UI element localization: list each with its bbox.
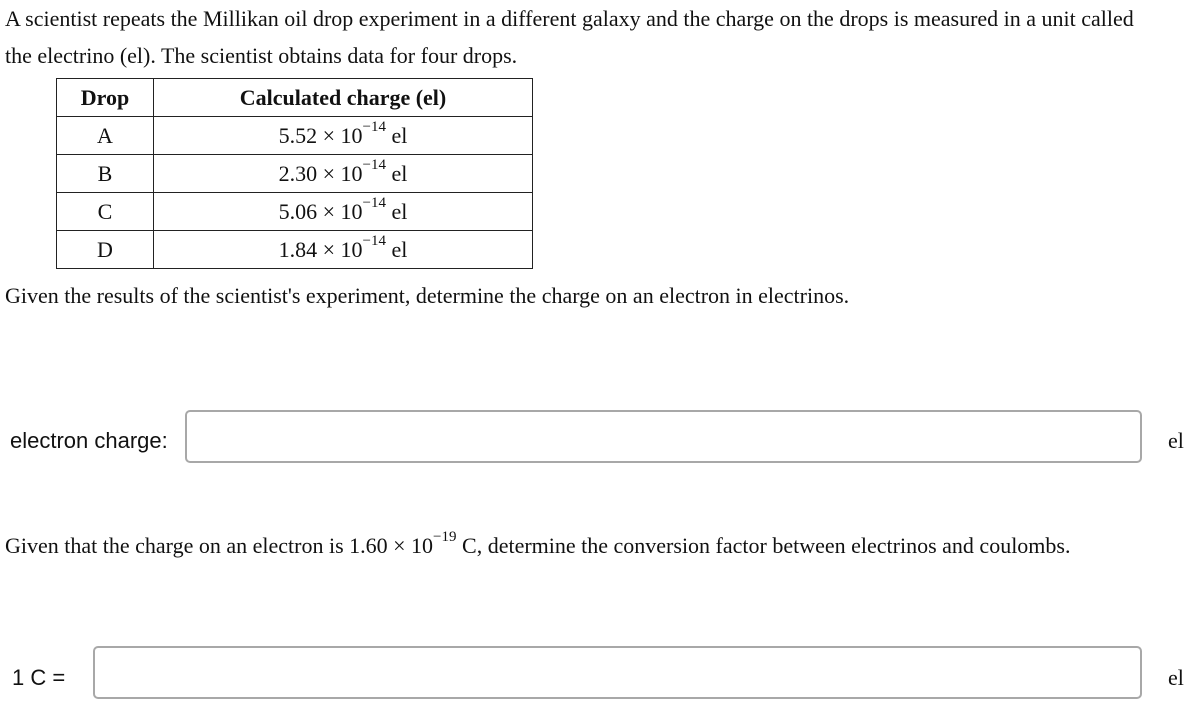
header-calculated-charge: Calculated charge (el) <box>154 79 533 117</box>
table-row <box>57 117 533 155</box>
problem-intro <box>5 0 1197 74</box>
charge-value: $2.30 \times 10^{-14}$ el <box>154 155 533 193</box>
coulomb-conversion-label: 1 C = <box>12 665 66 690</box>
drop-label: C <box>57 193 154 231</box>
question-2-prompt: Given that the charge on an electron is $1.60 \times 10^{-19}$ C, determine the conversion factor between electrinos and coulombs. <box>5 529 1071 558</box>
electron-charge-input[interactable] <box>185 410 1142 463</box>
drop-data-table <box>56 78 533 269</box>
electron-charge-label: electron charge: <box>10 428 168 453</box>
charge-value: $1.84 \times 10^{-14}$ el <box>154 231 533 269</box>
table-row <box>57 193 533 231</box>
table-row <box>57 155 533 193</box>
header-drop: Drop <box>57 79 154 117</box>
table-header-row <box>57 79 533 117</box>
question-1-prompt: Given the results of the scientist's experiment, determine the charge on an electron in electrinos. <box>5 283 850 308</box>
conversion-factor-input[interactable] <box>93 646 1142 699</box>
conversion-factor-unit: el <box>1168 665 1184 690</box>
drop-label: B <box>57 155 154 193</box>
drop-label: D <box>57 231 154 269</box>
charge-value: $5.06 \times 10^{-14}$ el <box>154 193 533 231</box>
drop-label: A <box>57 117 154 155</box>
intro-line-2: the electrino (el). The scientist obtains data for four drops. <box>5 43 518 68</box>
table-row <box>57 231 533 269</box>
intro-line-1: A scientist repeats the Millikan oil drop experiment in a different galaxy and the charge on the drops is measured in a unit called <box>5 6 1134 31</box>
charge-value: $5.52 \times 10^{-14}$ el <box>154 117 533 155</box>
electron-charge-unit: el <box>1168 428 1184 453</box>
